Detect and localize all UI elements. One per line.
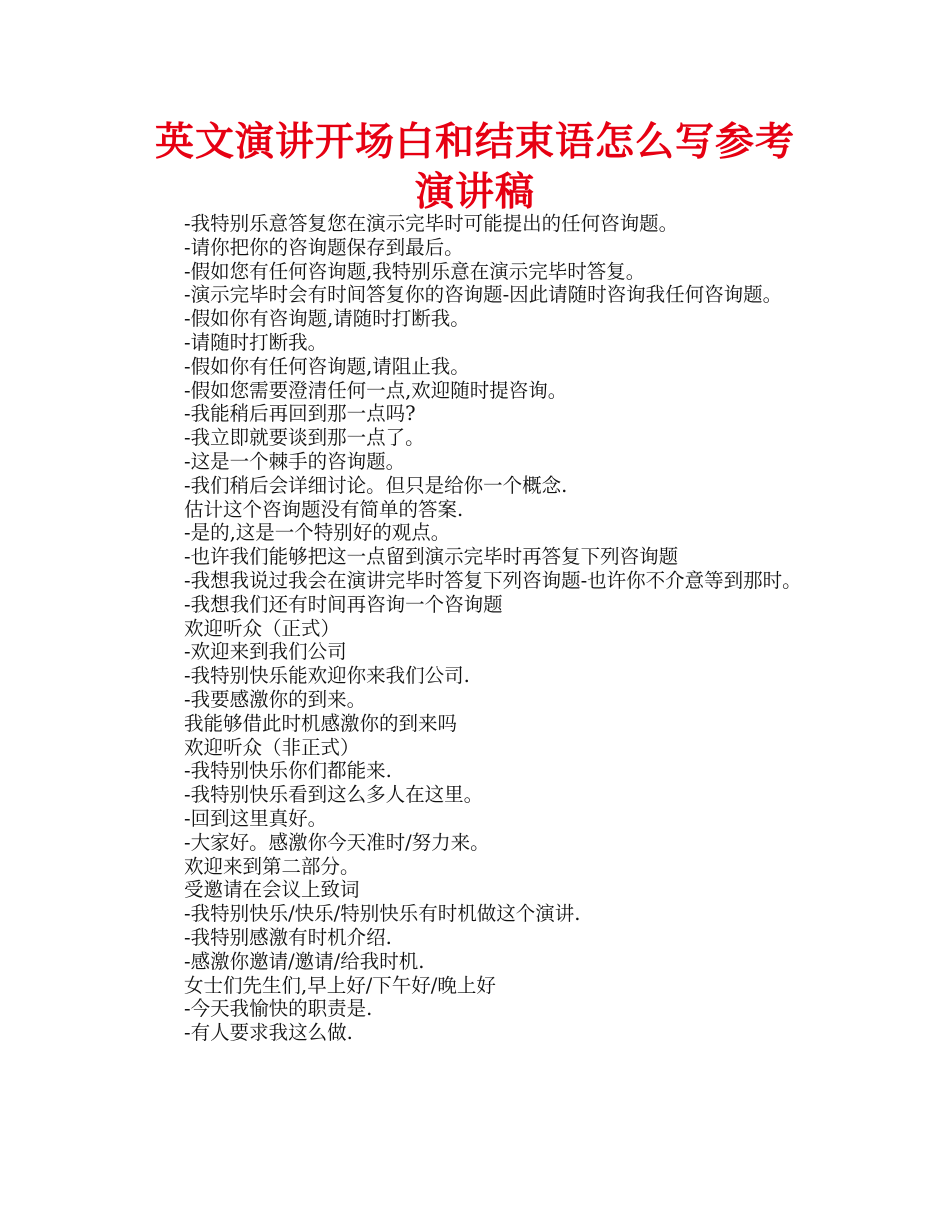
text-line: 欢迎听众（非正式） [184, 735, 360, 759]
text-line: 受邀请在会议上致词 [184, 878, 360, 902]
text-line: -我特别快乐看到这么多人在这里。 [184, 783, 484, 807]
text-line: -我想我们还有时间再咨询一个咨询题 [184, 592, 503, 616]
text-line: -请你把你的咨询题保存到最后。 [184, 235, 464, 259]
text-line: 我能够借此时机感激你的到来吗 [184, 711, 458, 735]
text-line: -我特别快乐/快乐/特别快乐有时机做这个演讲. [184, 902, 581, 926]
text-line: -假如您需要澄清任何一点,欢迎随时提咨询。 [184, 378, 568, 402]
text-line: 欢迎来到第二部分。 [184, 854, 360, 878]
text-line: -感激你邀请/邀请/给我时机. [184, 949, 425, 973]
text-line: -这是一个棘手的咨询题。 [184, 449, 406, 473]
text-line: -我立即就要谈到那一点了。 [184, 426, 425, 450]
text-line: 估计这个咨询题没有简单的答案. [184, 497, 464, 521]
text-line: -今天我愉快的职责是. [184, 997, 373, 1021]
text-line: -大家好。感激你今天准时/努力来。 [184, 830, 490, 854]
text-line: -我特别乐意答复您在演示完毕时可能提出的任何咨询题。 [184, 212, 679, 235]
text-line: -假如你有任何咨询题,请阻止我。 [184, 354, 470, 378]
text-line: -我特别快乐能欢迎你来我们公司. [184, 664, 470, 688]
text-line: -我们稍后会详细讨论。但只是给你一个概念. [184, 473, 568, 497]
text-line: -欢迎来到我们公司 [184, 640, 347, 664]
text-line: -是的,这是一个特别好的观点。 [184, 521, 451, 545]
text-line: -我特别快乐你们都能来. [184, 759, 392, 783]
document-title: 英文演讲开场白和结束语怎么写参考演讲稿 [154, 120, 795, 215]
document-body [142, 212, 812, 1045]
text-line: -我能稍后再回到那一点吗? [184, 402, 416, 426]
text-line: -我要感激你的到来。 [184, 687, 367, 711]
text-line: 欢迎听众（正式） [184, 616, 341, 640]
text-line: 女士们先生们,早上好/下午好/晚上好 [184, 973, 496, 997]
text-line: -我想我说过我会在演讲完毕时答复下列咨询题-也许你不介意等到那时。 [184, 568, 802, 592]
text-line: -假如您有任何咨询题,我特别乐意在演示完毕时答复。 [184, 259, 646, 283]
text-line: -回到这里真好。 [184, 806, 328, 830]
text-line: -也许我们能够把这一点留到演示完毕时再答复下列咨询题 [184, 545, 679, 569]
text-line: -演示完毕时会有时间答复你的咨询题-因此请随时咨询我任何咨询题。 [184, 283, 783, 307]
text-line: -请随时打断我。 [184, 330, 328, 354]
text-line: -我特别感激有时机介绍. [184, 925, 392, 949]
text-line: -假如你有咨询题,请随时打断我。 [184, 307, 470, 331]
text-line: -有人要求我这么做. [184, 1021, 353, 1045]
